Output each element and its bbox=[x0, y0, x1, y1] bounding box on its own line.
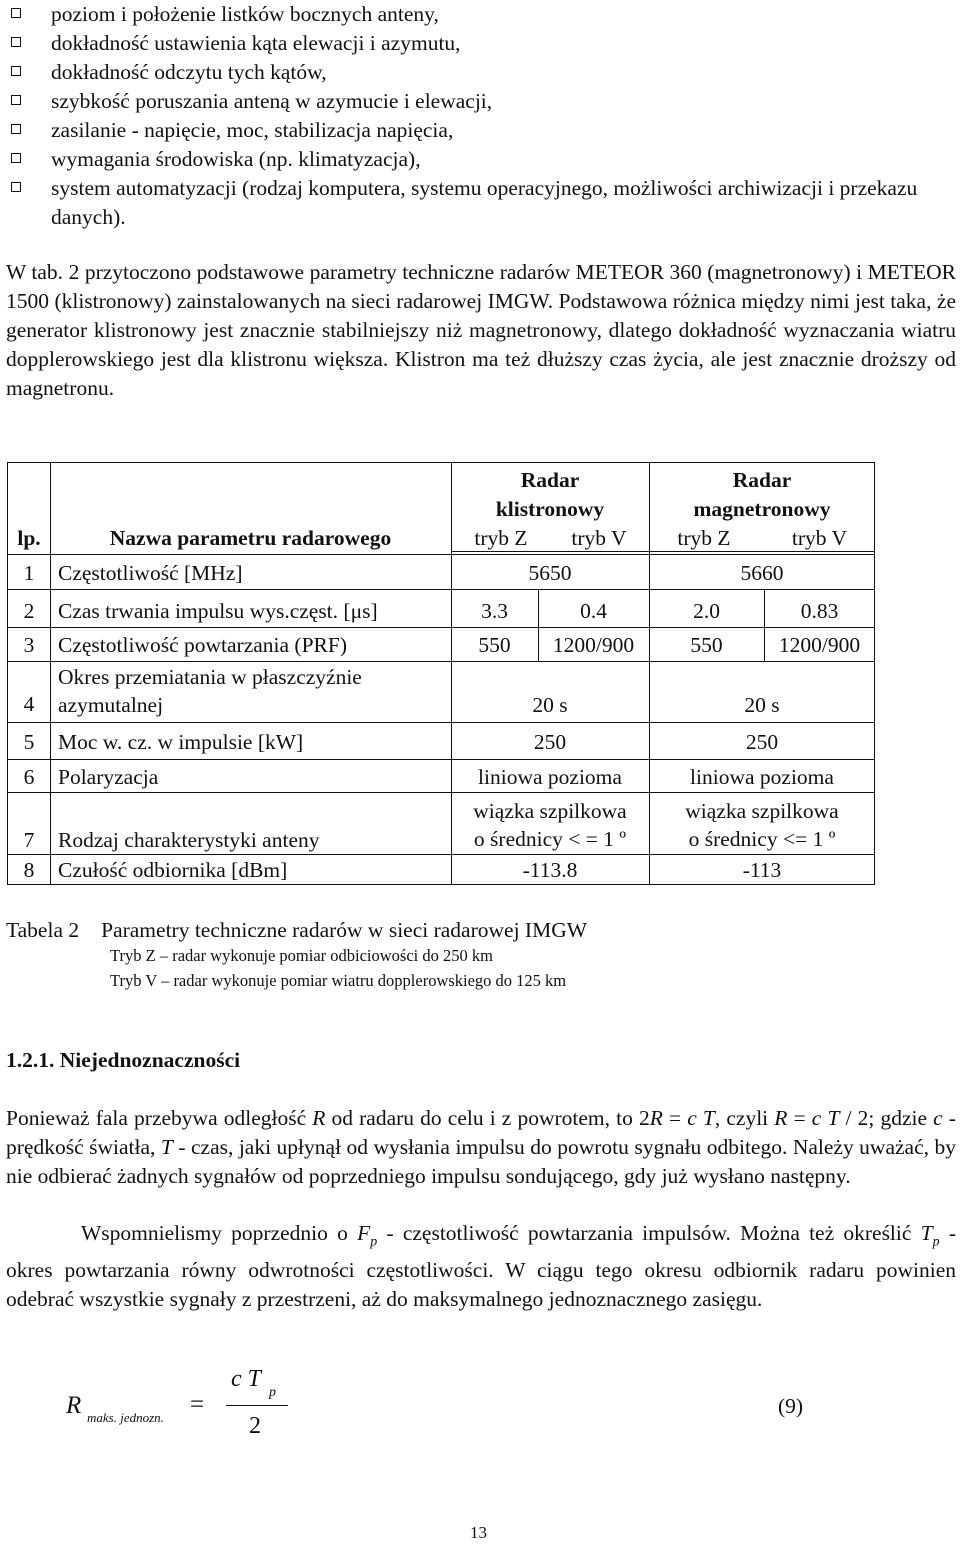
paragraph-prf: Wspomnielismy poprzednio o $F_p$ - częstotliwość powtarzania impulsów. Można też określić $T_p$ - okres powtarzania równy odwrotności częstotliwości. W ciągu tego okresu odbiornik radaru powinien odebrać wszystkie sygnały z przestrzeni, aż do maksymalnego jednoznacznego zasięgu. bbox=[6, 1221, 956, 1312]
radar-parameters-table bbox=[7, 462, 875, 885]
row3-lp: 3 bbox=[23, 633, 35, 657]
requirements-list bbox=[8, 0, 958, 232]
row6-lp: 6 bbox=[23, 765, 35, 789]
square-bullet-icon bbox=[11, 153, 21, 163]
row5-lp: 5 bbox=[23, 730, 35, 754]
section-heading: 1.2.1. Niejednoznaczności bbox=[6, 1048, 241, 1072]
square-bullet-icon bbox=[11, 124, 21, 134]
row5-name: Moc w. cz. w impulsie [kW] bbox=[58, 730, 304, 754]
row7-magnetron-line2: o średnicy <= 1 º bbox=[688, 827, 836, 851]
row2-k-z: 3.3 bbox=[481, 599, 508, 623]
header-radar-klistronowy-1: Radar bbox=[520, 468, 580, 492]
list-item bbox=[8, 58, 958, 87]
formula-equals: = bbox=[190, 1391, 205, 1418]
header-m-tryb-z: tryb Z bbox=[677, 526, 731, 550]
formula-max-unambiguous-range bbox=[66, 1365, 296, 1445]
list-item-text: dokładność odczytu tych kątów, bbox=[51, 60, 327, 84]
equation-number: (9) bbox=[778, 1394, 804, 1418]
header-lp: lp. bbox=[17, 526, 41, 550]
row6-magnetron: liniowa pozioma bbox=[690, 765, 834, 789]
row2-lp: 2 bbox=[23, 599, 35, 623]
row1-magnetron: 5660 bbox=[740, 561, 784, 585]
header-m-tryb-v: tryb V bbox=[791, 526, 848, 550]
row8-magnetron: -113 bbox=[742, 858, 782, 882]
row1-klistron: 5650 bbox=[528, 561, 572, 585]
list-item-text: dokładność ustawienia kąta elewacji i azymutu, bbox=[51, 31, 461, 55]
row7-klistron-line1: wiązka szpilkowa bbox=[473, 799, 627, 823]
list-item-text: wymagania środowiska (np. klimatyzacja), bbox=[51, 147, 421, 171]
formula-numerator-subscript: p bbox=[269, 1385, 276, 1400]
row8-name: Czułość odbiornika [dBm] bbox=[58, 858, 288, 882]
row8-lp: 8 bbox=[23, 858, 35, 882]
square-bullet-icon bbox=[11, 8, 21, 18]
row4-name-line2: azymutalnej bbox=[58, 693, 164, 717]
fraction-bar bbox=[226, 1405, 288, 1406]
intro-paragraph: W tab. 2 przytoczono podstawowe parametry techniczne radarów METEOR 360 (magnetronowy) i METEOR 1500 (klistronowy) zainstalowanych na sieci radarowej IMGW. Podstawowa różnica między nimi jest taka, że generator klistronowy jest znacznie stabilniejszy niż magnetronowy, dlatego dokładność wyznaczania wiatru dopplerowskiego jest dla klistronu większa. Klistron ma też dłuższy czas życia, ale jest znacznie droższy od magnetronu. bbox=[6, 260, 956, 400]
list-item-text: szybkość poruszania anteną w azymucie i elewacji, bbox=[51, 89, 493, 113]
formula-denominator: 2 bbox=[249, 1413, 261, 1439]
row8-klistron: -113.8 bbox=[522, 858, 578, 882]
list-item bbox=[8, 116, 958, 145]
row2-k-v: 0.4 bbox=[580, 599, 607, 623]
caption-text: Parametry techniczne radarów w sieci radarowej IMGW bbox=[101, 918, 588, 942]
page-number: 13 bbox=[470, 1523, 487, 1542]
square-bullet-icon bbox=[11, 66, 21, 76]
row5-klistron: 250 bbox=[533, 730, 567, 754]
list-item-text: poziom i położenie listków bocznych anteny, bbox=[51, 2, 439, 26]
row4-magnetron: 20 s bbox=[744, 693, 780, 717]
row1-lp: 1 bbox=[23, 561, 35, 585]
row4-klistron: 20 s bbox=[532, 693, 568, 717]
square-bullet-icon bbox=[11, 95, 21, 105]
square-bullet-icon bbox=[11, 37, 21, 47]
row3-k-v: 1200/900 bbox=[552, 633, 635, 657]
list-item-text: zasilanie - napięcie, moc, stabilizacja napięcia, bbox=[51, 118, 454, 142]
header-k-tryb-v: tryb V bbox=[571, 526, 627, 550]
header-param-name: Nazwa parametru radarowego bbox=[109, 526, 392, 550]
row5-magnetron: 250 bbox=[745, 730, 779, 754]
row2-m-z: 2.0 bbox=[693, 599, 720, 623]
list-item bbox=[8, 174, 958, 232]
table-caption bbox=[6, 916, 587, 945]
caption-note-tryb-v: Tryb V – radar wykonuje pomiar wiatru dopplerowskiego do 125 km bbox=[110, 971, 567, 990]
list-item bbox=[8, 29, 958, 58]
row3-m-z: 550 bbox=[690, 633, 723, 657]
header-radar-magnetronowy-1: Radar bbox=[732, 468, 792, 492]
header-radar-magnetronowy-2: magnetronowy bbox=[693, 497, 831, 521]
row2-name: Czas trwania impulsu wys.częst. [μs] bbox=[58, 599, 378, 623]
row2-m-v: 0.83 bbox=[800, 599, 839, 623]
formula-lhs-subscript: maks. jednozn. bbox=[87, 1410, 164, 1425]
list-item-text: system automatyzacji (rodzaj komputera, systemu operacyjnego, możliwości archiwizacji i przekazu danych). bbox=[51, 176, 918, 229]
square-bullet-icon bbox=[11, 182, 21, 192]
header-radar-klistronowy-2: klistronowy bbox=[495, 497, 605, 521]
row7-lp: 7 bbox=[23, 828, 35, 852]
row6-name: Polaryzacja bbox=[58, 765, 159, 789]
row1-name: Częstotliwość [MHz] bbox=[58, 561, 243, 585]
row7-magnetron-line1: wiązka szpilkowa bbox=[685, 799, 839, 823]
header-k-tryb-z: tryb Z bbox=[474, 526, 528, 550]
formula-lhs: R bbox=[66, 1392, 82, 1419]
list-item bbox=[8, 145, 958, 174]
row3-name: Częstotliwość powtarzania (PRF) bbox=[58, 633, 348, 657]
caption-note-tryb-z: Tryb Z – radar wykonuje pomiar odbiciowości do 250 km bbox=[110, 946, 493, 965]
caption-label: Tabela 2 bbox=[6, 918, 80, 942]
paragraph-ambiguity: Ponieważ fala przebywa odległość R od radaru do celu i z powrotem, to 2R = c T, czyli R = c T / 2; gdzie c - prędkość światła, T - czas, jaki upłynął od wysłania impulsu do powrotu sygnału odbitego. Należy uważać, by nie odbierać żadnych sygnałów od poprzedniego impulsu sondującego, gdy już wysłano następny. bbox=[6, 1106, 956, 1188]
row7-klistron-line2: o średnicy < = 1 º bbox=[473, 827, 627, 851]
row3-k-z: 550 bbox=[478, 633, 511, 657]
list-item bbox=[8, 87, 958, 116]
row4-lp: 4 bbox=[23, 692, 35, 716]
row6-klistron: liniowa pozioma bbox=[478, 765, 622, 789]
row3-m-v: 1200/900 bbox=[778, 633, 861, 657]
row4-name-line1: Okres przemiatania w płaszczyźnie bbox=[58, 665, 362, 689]
list-item bbox=[8, 0, 958, 29]
formula-numerator: c T bbox=[231, 1366, 261, 1392]
row7-name: Rodzaj charakterystyki anteny bbox=[58, 828, 320, 852]
